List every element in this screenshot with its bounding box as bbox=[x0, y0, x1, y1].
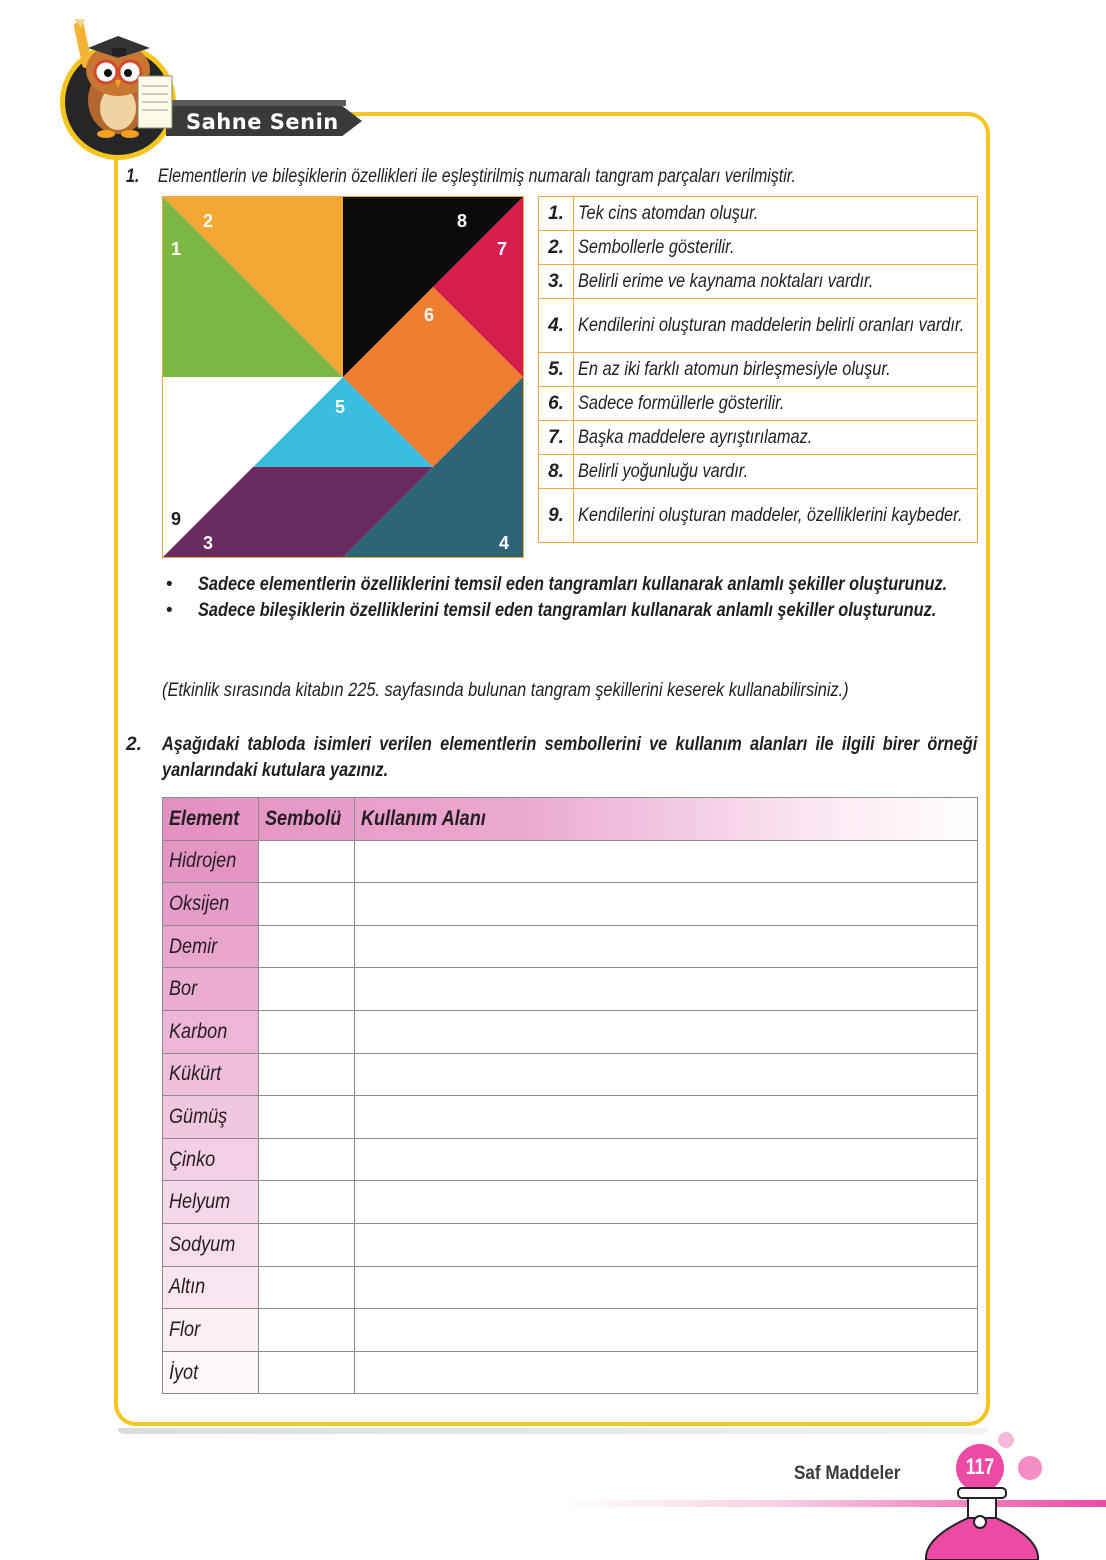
tangram-svg bbox=[163, 197, 523, 557]
owl-mascot-icon bbox=[52, 18, 182, 144]
usage-answer-cell[interactable] bbox=[355, 1138, 978, 1181]
property-text: Başka maddelere ayrıştırılamaz. bbox=[574, 421, 978, 455]
question-2 bbox=[126, 732, 978, 784]
table-row bbox=[163, 1223, 978, 1266]
property-text: Belirli erime ve kaynama noktaları vardır. bbox=[574, 265, 978, 299]
property-text: Sembollerle gösterilir. bbox=[574, 231, 978, 265]
property-row bbox=[539, 353, 978, 387]
symbol-answer-cell[interactable] bbox=[259, 1010, 355, 1053]
usage-answer-cell[interactable] bbox=[355, 1181, 978, 1224]
property-text: Belirli yoğunluğu vardır. bbox=[574, 455, 978, 489]
usage-answer-cell[interactable] bbox=[355, 883, 978, 926]
property-text: Kendilerini oluşturan maddeler, özelliklerini kaybeder. bbox=[574, 489, 978, 543]
element-name-cell: Bor bbox=[163, 968, 259, 1011]
symbol-answer-cell[interactable] bbox=[259, 968, 355, 1011]
tangram-label-1: 1 bbox=[171, 239, 182, 259]
symbol-answer-cell[interactable] bbox=[259, 1223, 355, 1266]
property-text: Sadece formüllerle gösterilir. bbox=[574, 387, 978, 421]
property-number: 4. bbox=[539, 299, 574, 353]
table-header-row bbox=[163, 798, 978, 841]
flask-icon bbox=[918, 1428, 1106, 1560]
element-name-cell: Hidrojen bbox=[163, 840, 259, 883]
tangram-label-7: 7 bbox=[497, 239, 508, 259]
symbol-answer-cell[interactable] bbox=[259, 1053, 355, 1096]
element-name-cell: Karbon bbox=[163, 1010, 259, 1053]
usage-answer-cell[interactable] bbox=[355, 1266, 978, 1309]
property-row bbox=[539, 455, 978, 489]
usage-answer-cell[interactable] bbox=[355, 1223, 978, 1266]
properties-table bbox=[538, 196, 978, 543]
symbol-answer-cell[interactable] bbox=[259, 883, 355, 926]
element-name-cell: Altın bbox=[163, 1266, 259, 1309]
frame-shadow bbox=[118, 1428, 988, 1434]
symbol-answer-cell[interactable] bbox=[259, 1309, 355, 1352]
usage-answer-cell[interactable] bbox=[355, 1010, 978, 1053]
table-row bbox=[163, 1309, 978, 1352]
bullet-dot-icon: • bbox=[166, 600, 173, 621]
table-row bbox=[163, 1351, 978, 1394]
property-row bbox=[539, 231, 978, 265]
symbol-answer-cell[interactable] bbox=[259, 1181, 355, 1224]
property-row bbox=[539, 387, 978, 421]
table-row bbox=[163, 1266, 978, 1309]
usage-answer-cell[interactable] bbox=[355, 840, 978, 883]
tangram-label-3: 3 bbox=[203, 533, 214, 553]
tangram-label-9: 9 bbox=[171, 509, 182, 529]
table-row bbox=[163, 883, 978, 926]
property-number: 2. bbox=[539, 231, 574, 265]
table-row bbox=[163, 968, 978, 1011]
usage-answer-cell[interactable] bbox=[355, 1351, 978, 1394]
tangram-label-5: 5 bbox=[335, 397, 346, 417]
element-name-cell: Sodyum bbox=[163, 1223, 259, 1266]
element-name-cell: Çinko bbox=[163, 1138, 259, 1181]
table-row bbox=[163, 1096, 978, 1139]
header-symbol: Sembolü bbox=[259, 798, 355, 841]
symbol-answer-cell[interactable] bbox=[259, 840, 355, 883]
property-number: 8. bbox=[539, 455, 574, 489]
property-number: 6. bbox=[539, 387, 574, 421]
tangram-label-6: 6 bbox=[424, 305, 435, 325]
element-name-cell: Oksijen bbox=[163, 883, 259, 926]
bullet-text-2: Sadece bileşiklerin özelliklerini temsil eden tangramları kullanarak anlamlı şekiller oluşturunuz. bbox=[198, 600, 937, 621]
property-row bbox=[539, 421, 978, 455]
table-row bbox=[163, 1010, 978, 1053]
usage-answer-cell[interactable] bbox=[355, 1053, 978, 1096]
element-name-cell: İyot bbox=[163, 1351, 259, 1394]
usage-answer-cell[interactable] bbox=[355, 925, 978, 968]
property-row bbox=[539, 489, 978, 543]
usage-answer-cell[interactable] bbox=[355, 968, 978, 1011]
property-number: 5. bbox=[539, 353, 574, 387]
header-element: Element bbox=[163, 798, 259, 841]
property-row bbox=[539, 197, 978, 231]
banner-bar-accent bbox=[166, 100, 346, 106]
bullet-item bbox=[162, 598, 978, 624]
table-row bbox=[163, 1181, 978, 1224]
section-title: Saf Maddeler bbox=[794, 1463, 901, 1484]
symbol-answer-cell[interactable] bbox=[259, 1096, 355, 1139]
question-1-number: 1. bbox=[126, 166, 140, 187]
element-name-cell: Helyum bbox=[163, 1181, 259, 1224]
property-text: Kendilerini oluşturan maddelerin belirli oranları vardır. bbox=[574, 299, 978, 353]
header-usage: Kullanım Alanı bbox=[355, 798, 978, 841]
question-2-text: Aşağıdaki tabloda isimleri verilen elementlerin sembollerini ve kullanım alanları ile ilgili birer örneği yanlarındaki kutulara yazınız. bbox=[162, 734, 978, 781]
question-2-number: 2. bbox=[126, 734, 142, 755]
element-name-cell: Kükürt bbox=[163, 1053, 259, 1096]
element-name-cell: Demir bbox=[163, 925, 259, 968]
usage-answer-cell[interactable] bbox=[355, 1096, 978, 1139]
question-1-text: Elementlerin ve bileşiklerin özellikleri ile eşleştirilmiş numaralı tangram parçaları verilmiştir. bbox=[157, 166, 796, 187]
table-row bbox=[163, 840, 978, 883]
symbol-answer-cell[interactable] bbox=[259, 1138, 355, 1181]
question-1 bbox=[126, 164, 796, 190]
symbol-answer-cell[interactable] bbox=[259, 925, 355, 968]
symbol-answer-cell[interactable] bbox=[259, 1266, 355, 1309]
property-row bbox=[539, 265, 978, 299]
usage-answer-cell[interactable] bbox=[355, 1309, 978, 1352]
activity-note: (Etkinlik sırasında kitabın 225. sayfasında bulunan tangram şekillerini keserek kullanabilirsiniz.) bbox=[162, 680, 849, 701]
banner-title: Sahne Senin bbox=[186, 110, 339, 134]
elements-table bbox=[162, 797, 978, 1394]
table-row bbox=[163, 1053, 978, 1096]
page-number: 117 bbox=[965, 1454, 995, 1479]
bullet-text-1: Sadece elementlerin özelliklerini temsil eden tangramları kullanarak anlamlı şekiller oluşturunuz. bbox=[198, 574, 948, 595]
property-number: 3. bbox=[539, 265, 574, 299]
table-row bbox=[163, 1138, 978, 1181]
bullet-dot-icon: • bbox=[166, 574, 173, 595]
property-text: En az iki farklı atomun birleşmesiyle oluşur. bbox=[574, 353, 978, 387]
property-number: 7. bbox=[539, 421, 574, 455]
table-row bbox=[163, 925, 978, 968]
property-text: Tek cins atomdan oluşur. bbox=[574, 197, 978, 231]
tangram-figure bbox=[162, 196, 524, 558]
element-name-cell: Flor bbox=[163, 1309, 259, 1352]
tangram-label-8: 8 bbox=[457, 211, 468, 231]
tangram-label-2: 2 bbox=[203, 211, 214, 231]
bullet-item bbox=[162, 572, 978, 598]
symbol-answer-cell[interactable] bbox=[259, 1351, 355, 1394]
tangram-label-4: 4 bbox=[499, 533, 510, 553]
property-number: 1. bbox=[539, 197, 574, 231]
property-row bbox=[539, 299, 978, 353]
instruction-bullets bbox=[162, 572, 978, 624]
element-name-cell: Gümüş bbox=[163, 1096, 259, 1139]
property-number: 9. bbox=[539, 489, 574, 543]
